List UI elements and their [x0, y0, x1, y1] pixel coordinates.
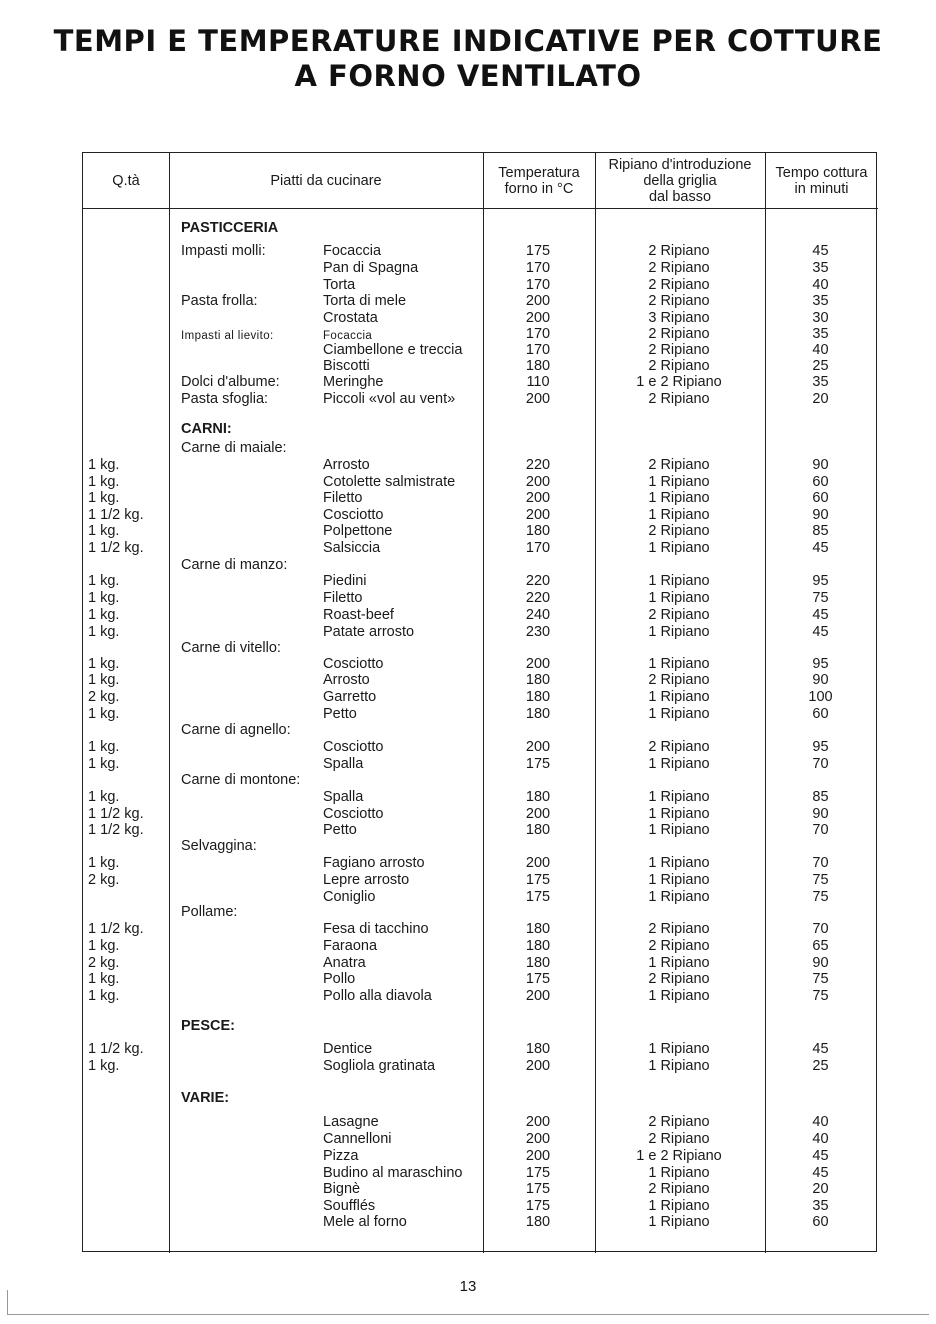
dish-name-cell: Pan di Spagna [323, 260, 419, 276]
temperature-cell: 180 [525, 1214, 551, 1230]
category-label: Pasta sfoglia: [181, 391, 269, 407]
shelf-cell: 1 Ripiano [648, 474, 710, 490]
cooking-time-cell: 90 [812, 672, 829, 688]
dish-name-cell: Roast-beef [323, 607, 394, 623]
cooking-time-cell: 35 [812, 260, 829, 276]
quantity-cell: 1 kg. [88, 971, 120, 987]
shelf-cell: 1 Ripiano [648, 822, 710, 838]
dish-name-cell: Cosciotto [323, 507, 384, 523]
shelf-cell: 1 Ripiano [648, 706, 710, 722]
shelf-cell: 2 Ripiano [648, 938, 710, 954]
dish-name-cell: Mele al forno [323, 1214, 407, 1230]
shelf-cell: 1 Ripiano [648, 1041, 710, 1057]
temperature-cell: 200 [525, 855, 551, 871]
dish-name-cell: Petto [323, 822, 357, 838]
category-label: Impasti molli: [181, 243, 266, 259]
section-heading: CARNI: [181, 421, 232, 437]
temperature-cell: 175 [525, 1198, 551, 1214]
dish-name-cell: Ciambellone e treccia [323, 342, 463, 358]
header-temperature [483, 153, 595, 208]
category-label: Carne di maiale: [181, 440, 287, 456]
dish-name-cell: Patate arrosto [323, 624, 415, 640]
cooking-time-cell: 100 [808, 689, 833, 705]
temperature-cell: 200 [525, 490, 551, 506]
shelf-cell: 1 Ripiano [648, 855, 710, 871]
cooking-time-cell: 40 [812, 1114, 829, 1130]
category-label: Carne di manzo: [181, 557, 288, 573]
dish-name-cell: Focaccia [323, 330, 373, 342]
shelf-cell: 1 Ripiano [648, 590, 710, 606]
dish-name-cell: Fesa di tacchino [323, 921, 429, 937]
header-shelf-line-2: della griglia [643, 172, 717, 189]
cooking-time-cell: 35 [812, 293, 829, 309]
category-label: Impasti al lievito: [181, 330, 274, 342]
dish-name-cell: Meringhe [323, 374, 384, 390]
quantity-cell: 1 1/2 kg. [88, 540, 144, 556]
dish-name-cell: Garretto [323, 689, 377, 705]
header-temperature-line-2: forno in °C [504, 180, 574, 197]
quantity-cell: 1 kg. [88, 590, 120, 606]
header-time-line-2: in minuti [794, 180, 849, 197]
shelf-cell: 2 Ripiano [648, 739, 710, 755]
shelf-cell: 2 Ripiano [648, 391, 710, 407]
cooking-time-cell: 25 [812, 358, 829, 374]
temperature-cell: 170 [525, 540, 551, 556]
dish-name-cell: Crostata [323, 310, 378, 326]
cooking-time-cell: 30 [812, 310, 829, 326]
cooking-time-cell: 65 [812, 938, 829, 954]
shelf-cell: 2 Ripiano [648, 243, 710, 259]
quantity-cell: 1 kg. [88, 938, 120, 954]
cooking-time-cell: 45 [812, 1165, 829, 1181]
shelf-cell: 3 Ripiano [648, 310, 710, 326]
temperature-cell: 200 [525, 656, 551, 672]
cooking-time-cell: 70 [812, 921, 829, 937]
quantity-cell: 1 kg. [88, 855, 120, 871]
cooking-time-cell: 25 [812, 1058, 829, 1074]
cooking-time-cell: 35 [812, 1198, 829, 1214]
dish-name-cell: Filetto [323, 590, 363, 606]
quantity-cell: 1 kg. [88, 457, 120, 473]
temperature-cell: 200 [525, 1114, 551, 1130]
cooking-time-cell: 45 [812, 1041, 829, 1057]
cooking-time-cell: 35 [812, 374, 829, 390]
quantity-cell: 1 kg. [88, 988, 120, 1004]
cooking-time-cell: 40 [812, 1131, 829, 1147]
cooking-time-cell: 95 [812, 573, 829, 589]
temperature-cell: 240 [525, 607, 551, 623]
temperature-cell: 180 [525, 789, 551, 805]
cooking-time-cell: 85 [812, 523, 829, 539]
temperature-cell: 175 [525, 971, 551, 987]
temperature-cell: 220 [525, 457, 551, 473]
shelf-cell: 2 Ripiano [648, 260, 710, 276]
category-label: Pasta frolla: [181, 293, 258, 309]
dish-name-cell: Lepre arrosto [323, 872, 410, 888]
shelf-cell: 2 Ripiano [648, 342, 710, 358]
shelf-cell: 1 Ripiano [648, 889, 710, 905]
cooking-time-cell: 45 [812, 624, 829, 640]
temperature-cell: 200 [525, 507, 551, 523]
cooking-time-cell: 90 [812, 457, 829, 473]
dish-name-cell: Focaccia [323, 243, 382, 259]
quantity-cell: 1 1/2 kg. [88, 806, 144, 822]
temperature-cell: 180 [525, 523, 551, 539]
temperature-cell: 200 [525, 293, 551, 309]
dish-name-cell: Cosciotto [323, 656, 384, 672]
quantity-cell: 1 kg. [88, 474, 120, 490]
quantity-cell: 2 kg. [88, 872, 120, 888]
dish-name-cell: Biscotti [323, 358, 370, 374]
dish-name-cell: Filetto [323, 490, 363, 506]
dish-name-cell: Cotolette salmistrate [323, 474, 456, 490]
dish-name-cell: Spalla [323, 789, 364, 805]
temperature-cell: 200 [525, 474, 551, 490]
temperature-cell: 180 [525, 672, 551, 688]
temperature-cell: 180 [525, 706, 551, 722]
temperature-cell: 220 [525, 590, 551, 606]
temperature-cell: 180 [525, 938, 551, 954]
dish-name-cell: Cosciotto [323, 806, 384, 822]
header-rule [83, 208, 878, 209]
category-label: Carne di montone: [181, 772, 301, 788]
cooking-time-cell: 90 [812, 507, 829, 523]
quantity-cell: 1 kg. [88, 573, 120, 589]
dish-name-cell: Budino al maraschino [323, 1165, 463, 1181]
dish-name-cell: Dentice [323, 1041, 373, 1057]
shelf-cell: 1 Ripiano [648, 689, 710, 705]
cooking-time-cell: 20 [812, 391, 829, 407]
shelf-cell: 1 e 2 Ripiano [636, 374, 722, 390]
temperature-cell: 175 [525, 872, 551, 888]
temperature-cell: 170 [525, 277, 551, 293]
quantity-cell: 1 1/2 kg. [88, 822, 144, 838]
shelf-cell: 1 Ripiano [648, 1198, 710, 1214]
quantity-cell: 1 1/2 kg. [88, 507, 144, 523]
dish-name-cell: Pizza [323, 1148, 359, 1164]
quantity-cell: 1 1/2 kg. [88, 921, 144, 937]
dish-name-cell: Bignè [323, 1181, 361, 1197]
category-label: Dolci d'albume: [181, 374, 280, 390]
quantity-cell: 1 kg. [88, 607, 120, 623]
page-title-line-1: TEMPI E TEMPERATURE INDICATIVE PER COTTURE [53, 24, 883, 58]
shelf-cell: 1 Ripiano [648, 656, 710, 672]
dish-name-cell: Cannelloni [323, 1131, 392, 1147]
dish-name-cell: Faraona [323, 938, 378, 954]
cooking-time-cell: 60 [812, 474, 829, 490]
temperature-cell: 110 [526, 374, 550, 390]
shelf-cell: 1 Ripiano [648, 756, 710, 772]
header-temperature-line-1: Temperatura [498, 164, 580, 181]
dish-name-cell: Salsiccia [323, 540, 381, 556]
cooking-time-cell: 90 [812, 955, 829, 971]
header-time-line-1: Tempo cottura [775, 164, 868, 181]
temperature-cell: 200 [525, 739, 551, 755]
dish-name-cell: Lasagne [323, 1114, 379, 1130]
shelf-cell: 1 Ripiano [648, 507, 710, 523]
dish-name-cell: Petto [323, 706, 357, 722]
temperature-cell: 200 [525, 806, 551, 822]
dish-name-cell: Coniglio [323, 889, 376, 905]
cooking-time-cell: 75 [812, 590, 829, 606]
cooking-time-cell: 75 [812, 971, 829, 987]
quantity-cell: 1 kg. [88, 624, 120, 640]
quantity-cell: 1 kg. [88, 656, 120, 672]
temperature-cell: 180 [525, 822, 551, 838]
quantity-cell: 1 kg. [88, 739, 120, 755]
shelf-cell: 1 Ripiano [648, 789, 710, 805]
cooking-time-cell: 70 [812, 822, 829, 838]
section-heading: PESCE: [181, 1018, 235, 1034]
temperature-cell: 180 [525, 689, 551, 705]
dish-name-cell: Cosciotto [323, 739, 384, 755]
cooking-time-cell: 60 [812, 706, 829, 722]
cooking-time-cell: 70 [812, 756, 829, 772]
header-shelf [595, 153, 765, 208]
temperature-cell: 175 [525, 243, 551, 259]
category-label: Carne di vitello: [181, 640, 281, 656]
page-number: 13 [459, 1278, 477, 1295]
header-time [765, 153, 878, 208]
temperature-cell: 220 [525, 573, 551, 589]
shelf-cell: 2 Ripiano [648, 293, 710, 309]
shelf-cell: 2 Ripiano [648, 1181, 710, 1197]
quantity-cell: 1 1/2 kg. [88, 1041, 144, 1057]
quantity-cell: 1 kg. [88, 1058, 120, 1074]
dish-name-cell: Piedini [323, 573, 367, 589]
header-shelf-line-3: dal basso [648, 188, 712, 205]
cooking-time-cell: 60 [812, 1214, 829, 1230]
dish-name-cell: Soufflés [323, 1198, 376, 1214]
quantity-cell: 1 kg. [88, 789, 120, 805]
dish-name-cell: Torta di mele [323, 293, 407, 309]
temperature-cell: 180 [525, 921, 551, 937]
cooking-time-cell: 45 [812, 607, 829, 623]
shelf-cell: 1 Ripiano [648, 1214, 710, 1230]
dish-name-cell: Arrosto [323, 672, 370, 688]
cooking-time-cell: 40 [812, 277, 829, 293]
category-label: Carne di agnello: [181, 722, 291, 738]
shelf-cell: 2 Ripiano [648, 358, 710, 374]
cooking-time-cell: 95 [812, 656, 829, 672]
dish-name-cell: Fagiano arrosto [323, 855, 425, 871]
shelf-cell: 2 Ripiano [648, 1131, 710, 1147]
dish-name-cell: Arrosto [323, 457, 370, 473]
temperature-cell: 175 [525, 1165, 551, 1181]
temperature-cell: 180 [525, 1041, 551, 1057]
quantity-cell: 1 kg. [88, 490, 120, 506]
dish-name-cell: Polpettone [323, 523, 393, 539]
cooking-time-cell: 60 [812, 490, 829, 506]
temperature-cell: 200 [525, 1058, 551, 1074]
cooking-time-cell: 40 [812, 342, 829, 358]
cooking-time-cell: 70 [812, 855, 829, 871]
dish-name-cell: Piccoli «vol au vent» [323, 391, 456, 407]
cooking-time-cell: 35 [812, 326, 829, 342]
shelf-cell: 1 Ripiano [648, 872, 710, 888]
shelf-cell: 2 Ripiano [648, 921, 710, 937]
dish-name-cell: Pollo [323, 971, 356, 987]
shelf-cell: 2 Ripiano [648, 971, 710, 987]
cooking-time-cell: 45 [812, 1148, 829, 1164]
cooking-time-cell: 45 [812, 540, 829, 556]
quantity-cell: 2 kg. [88, 689, 120, 705]
temperature-cell: 230 [525, 624, 551, 640]
header-shelf-line-1: Ripiano d'introduzione [608, 156, 752, 173]
cooking-time-cell: 95 [812, 739, 829, 755]
temperature-cell: 170 [525, 342, 551, 358]
cooking-time-cell: 45 [812, 243, 829, 259]
shelf-cell: 1 Ripiano [648, 806, 710, 822]
temperature-cell: 175 [525, 1181, 551, 1197]
shelf-cell: 2 Ripiano [648, 672, 710, 688]
scan-edge-bottom [7, 1314, 929, 1315]
cooking-time-cell: 85 [812, 789, 829, 805]
dish-name-cell: Anatra [323, 955, 366, 971]
shelf-cell: 1 Ripiano [648, 988, 710, 1004]
dish-name-cell: Torta [323, 277, 356, 293]
divider-qty [169, 153, 170, 1253]
dish-name-cell: Pollo alla diavola [323, 988, 432, 1004]
header-qty: Q.tà [112, 172, 140, 189]
temperature-cell: 175 [525, 756, 551, 772]
shelf-cell: 2 Ripiano [648, 457, 710, 473]
cooking-time-cell: 75 [812, 889, 829, 905]
shelf-cell: 1 Ripiano [648, 1165, 710, 1181]
temperature-cell: 200 [525, 391, 551, 407]
page-title-line-2: A FORNO VENTILATO [294, 59, 642, 93]
quantity-cell: 1 kg. [88, 706, 120, 722]
temperature-cell: 200 [525, 1131, 551, 1147]
temperature-cell: 170 [525, 260, 551, 276]
quantity-cell: 1 kg. [88, 756, 120, 772]
shelf-cell: 1 Ripiano [648, 573, 710, 589]
cooking-time-cell: 75 [812, 988, 829, 1004]
quantity-cell: 1 kg. [88, 672, 120, 688]
shelf-cell: 1 e 2 Ripiano [636, 1148, 722, 1164]
cooking-time-cell: 75 [812, 872, 829, 888]
shelf-cell: 2 Ripiano [648, 277, 710, 293]
quantity-cell: 2 kg. [88, 955, 120, 971]
temperature-cell: 200 [525, 310, 551, 326]
quantity-cell: 1 kg. [88, 523, 120, 539]
category-label: Selvaggina: [181, 838, 257, 854]
category-label: Pollame: [181, 904, 238, 920]
shelf-cell: 2 Ripiano [648, 523, 710, 539]
shelf-cell: 2 Ripiano [648, 1114, 710, 1130]
section-heading: VARIE: [181, 1090, 230, 1106]
shelf-cell: 2 Ripiano [648, 326, 710, 342]
temperature-cell: 175 [525, 889, 551, 905]
shelf-cell: 2 Ripiano [648, 607, 710, 623]
temperature-cell: 180 [525, 955, 551, 971]
temperature-cell: 200 [525, 1148, 551, 1164]
temperature-cell: 180 [525, 358, 551, 374]
cooking-time-cell: 90 [812, 806, 829, 822]
section-heading: PASTICCERIA [181, 220, 279, 236]
shelf-cell: 1 Ripiano [648, 490, 710, 506]
header-dish: Piatti da cucinare [270, 172, 382, 189]
shelf-cell: 1 Ripiano [648, 624, 710, 640]
temperature-cell: 170 [525, 326, 551, 342]
dish-name-cell: Sogliola gratinata [323, 1058, 436, 1074]
scan-edge-left [7, 1290, 8, 1314]
temperature-cell: 200 [525, 988, 551, 1004]
shelf-cell: 1 Ripiano [648, 955, 710, 971]
dish-name-cell: Spalla [323, 756, 364, 772]
cooking-time-cell: 20 [812, 1181, 829, 1197]
shelf-cell: 1 Ripiano [648, 1058, 710, 1074]
shelf-cell: 1 Ripiano [648, 540, 710, 556]
